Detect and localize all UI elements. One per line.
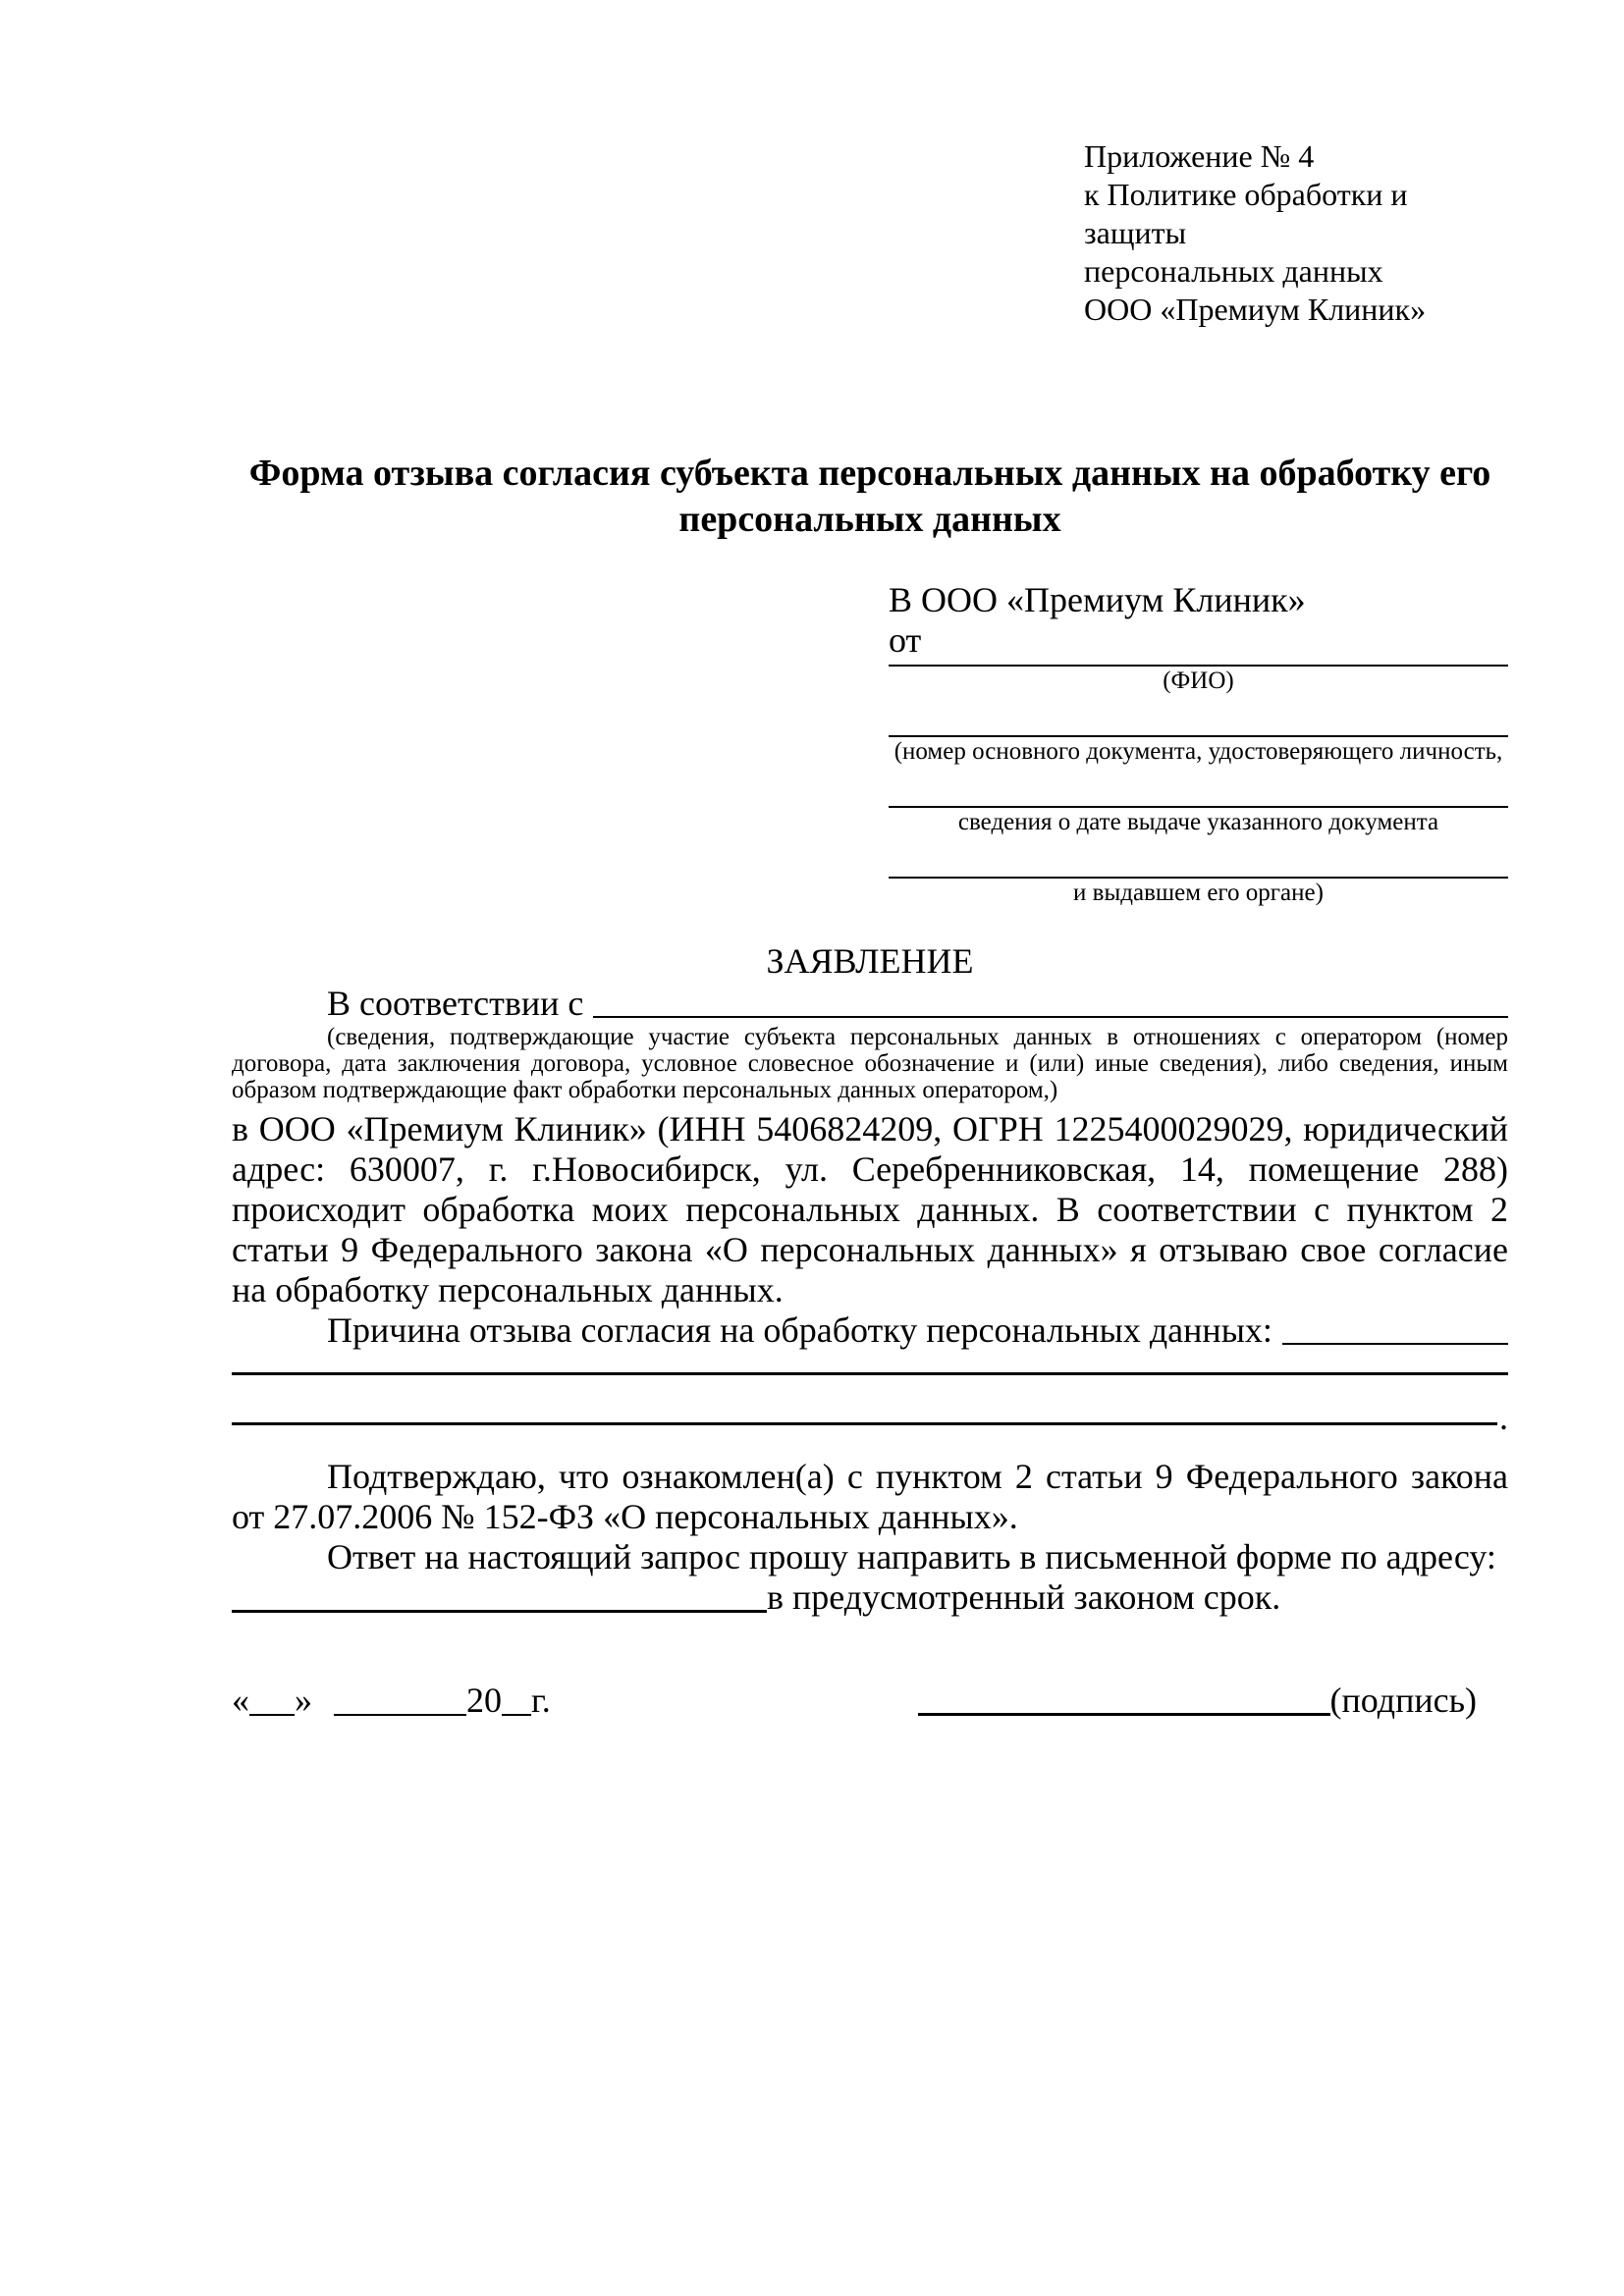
fio-caption: (ФИО) — [1163, 667, 1234, 694]
document-title: Форма отзыва согласия субъекта персональных данных на обработку его персональных данных — [248, 453, 1491, 540]
addressee-organization: В ООО «Премиум Клиник» — [889, 580, 1306, 619]
reply-address-row — [232, 1577, 1508, 1618]
signature-group — [918, 1681, 1477, 1721]
issuing-authority-caption: и выдавшем его органе) — [1073, 880, 1324, 906]
annex-line: Приложение № 4 — [1084, 138, 1315, 174]
annex-line: персональных данных — [1084, 253, 1383, 289]
date-open-quote: « — [232, 1681, 249, 1720]
basis-blank-line — [593, 1016, 1508, 1018]
date-group — [232, 1681, 551, 1721]
addressee-from-label: от — [889, 620, 922, 660]
reason-terminator: . — [1499, 1398, 1508, 1437]
reason-blank-line-3 — [232, 1422, 1497, 1425]
reply-request-paragraph: Ответ на настоящий запрос прошу направить в письменной форме по адресу: — [327, 1537, 1496, 1576]
reason-label: Причина отзыва согласия на обработку персональных данных: — [327, 1310, 1272, 1350]
issue-date-caption: сведения о дате выдаче указанного документа — [957, 809, 1439, 835]
annex-line: к Политике обработки и защиты — [1084, 177, 1408, 250]
signature-blank-line — [918, 1713, 1330, 1716]
date-close-quote: » — [295, 1681, 312, 1720]
day-blank-line — [249, 1714, 295, 1716]
document-number-field — [889, 735, 1508, 767]
address-blank-line — [232, 1610, 767, 1613]
reason-row — [232, 1310, 1508, 1351]
year-prefix: 20 — [466, 1681, 502, 1720]
issuing-authority-field — [889, 877, 1508, 908]
fio-field — [889, 665, 1508, 696]
intro-row — [232, 984, 1508, 1024]
date-signature-row — [232, 1681, 1508, 1721]
statement-heading: ЗАЯВЛЕНИЕ — [766, 941, 974, 981]
reply-suffix: в предусмотренный законом срок. — [767, 1577, 1281, 1617]
year-suffix: г. — [531, 1681, 551, 1720]
issue-date-field — [889, 806, 1508, 837]
reason-blank-line-2 — [232, 1372, 1508, 1375]
document-number-caption: (номер основного документа, удостоверяющего личность, — [893, 738, 1503, 765]
signature-caption: (подпись) — [1329, 1681, 1477, 1720]
addressee-block — [889, 580, 1508, 908]
reason-blank-line — [1282, 1343, 1508, 1345]
operator-paragraph: в ООО «Премиум Клиник» (ИНН 5406824209, ОГРН 1225400029029, юридический адрес: 630007, г. г.Новосибирск, ул. Серебренниковская, 14, помещение 288) происходит обработка моих персональных данных. В соответствии с пунктом 2 статьи 9 Федерального закона «О персональных данных» я отзываю свое согласие на обработку персональных данных. — [232, 1109, 1508, 1309]
year-blank-line — [502, 1714, 531, 1716]
acknowledgement-paragraph: Подтверждаю, что ознакомлен(а) с пунктом 2 статьи 9 Федерального закона от 27.07.2006 № 152-ФЗ «О персональных данных». — [232, 1457, 1508, 1536]
annex-header — [1084, 137, 1508, 329]
month-blank-line — [334, 1714, 466, 1716]
reason-blank-line-3-row — [232, 1398, 1508, 1437]
intro-footnote: (сведения, подтверждающие участие субъекта персональных данных в отношениях с оператором (номер договора, дата заключения договора, условное словесное обозначение и (или) иные сведения), либо сведения, иным образом подтверждающие факт обработки персональных данных оператором,) — [232, 1024, 1508, 1103]
annex-line: ООО «Премиум Клиник» — [1084, 292, 1427, 327]
intro-prefix: В соответствии с — [327, 984, 584, 1023]
